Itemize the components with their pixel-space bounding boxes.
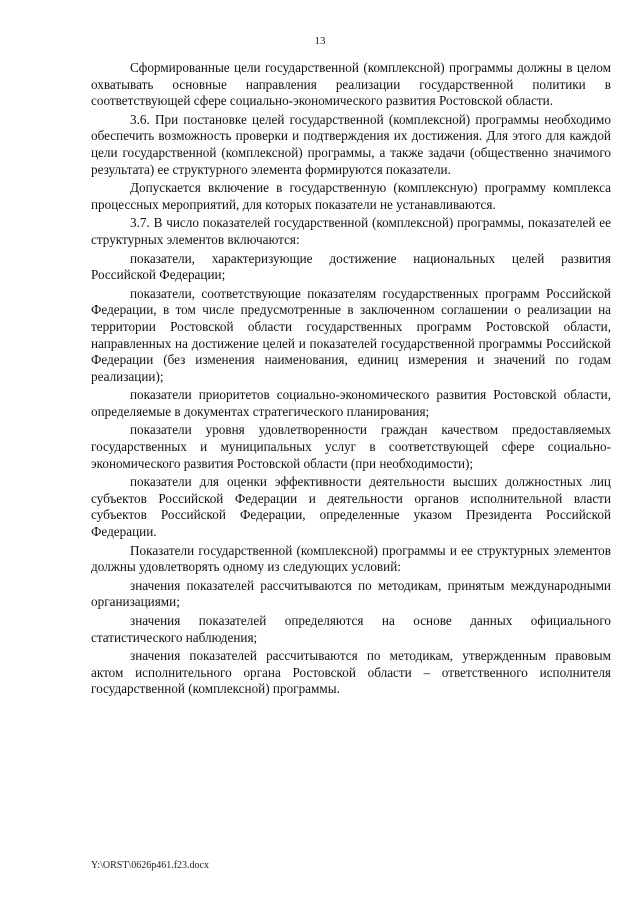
page-number: 13 bbox=[314, 35, 326, 47]
paragraph-goals-coverage: Сформированные цели государственной (комплексной) программы должны в целом охватывать основные направления реализации государственной политики в соответствующей сфере социально-экономического развития Ростовской области. bbox=[91, 60, 611, 109]
footer-file-path: Y:\ORST\0626p461.f23.docx bbox=[91, 860, 209, 871]
list-item-citizen-satisfaction: показатели уровня удовлетворенности граждан качеством предоставляемых государственных и муниципальных услуг в соответствующей сфере социально-экономического развития Ростовской области (при необходимости); bbox=[91, 422, 611, 471]
paragraph-3-6: 3.6. При постановке целей государственной (комплексной) программы необходимо обеспечить возможность проверки и подтверждения их достижения. Для этого для каждой цели государственной (комплексной) программы, а также задачи (общественно значимого результата) ее структурного элемента формируются показатели. bbox=[91, 111, 611, 177]
list-item-regional-priorities: показатели приоритетов социально-экономического развития Ростовской области, определяемые в документах стратегического планирования; bbox=[91, 387, 611, 419]
list-item-national-goals: показатели, характеризующие достижение национальных целей развития Российской Федерации; bbox=[91, 250, 611, 283]
list-item-officials-efficiency: показатели для оценки эффективности деятельности высших должностных лиц субъектов Российской Федерации и деятельности органов исполнительной власти субъектов Российской Федерации, определенные указом Президента Российской Федерации. bbox=[91, 474, 611, 540]
document-body bbox=[91, 60, 611, 700]
paragraph-process-measures: Допускается включение в государственную (комплексную) программу комплекса процессных мероприятий, для которых показатели не устанавливаются. bbox=[91, 180, 611, 212]
list-item-official-statistics: значения показателей определяются на основе данных официального статистического наблюдения; bbox=[91, 613, 611, 645]
list-item-federal-programs: показатели, соответствующие показателям государственных программ Российской Федерации, в том числе предусмотренные в заключенном соглашении о реализации на территории Ростовской области государственных программ Ростовской области, направленных на достижение целей и показателей государственной программы Российской Федерации (без изменения наименования, единиц измерения и значений по годам реализации); bbox=[91, 285, 611, 384]
paragraph-conditions-intro: Показатели государственной (комплексной) программы и ее структурных элементов должны удовлетворять одному из следующих условий: bbox=[91, 542, 611, 575]
paragraph-3-7: 3.7. В число показателей государственной (комплексной) программы, показателей ее структурных элементов включаются: bbox=[91, 215, 611, 247]
list-item-international-methods: значения показателей рассчитываются по методикам, принятым международными организациями; bbox=[91, 577, 611, 610]
list-item-approved-methods: значения показателей рассчитываются по методикам, утвержденным правовым актом исполнительного органа Ростовской области – ответственного исполнителя государственной (комплексной) программы. bbox=[91, 648, 611, 697]
